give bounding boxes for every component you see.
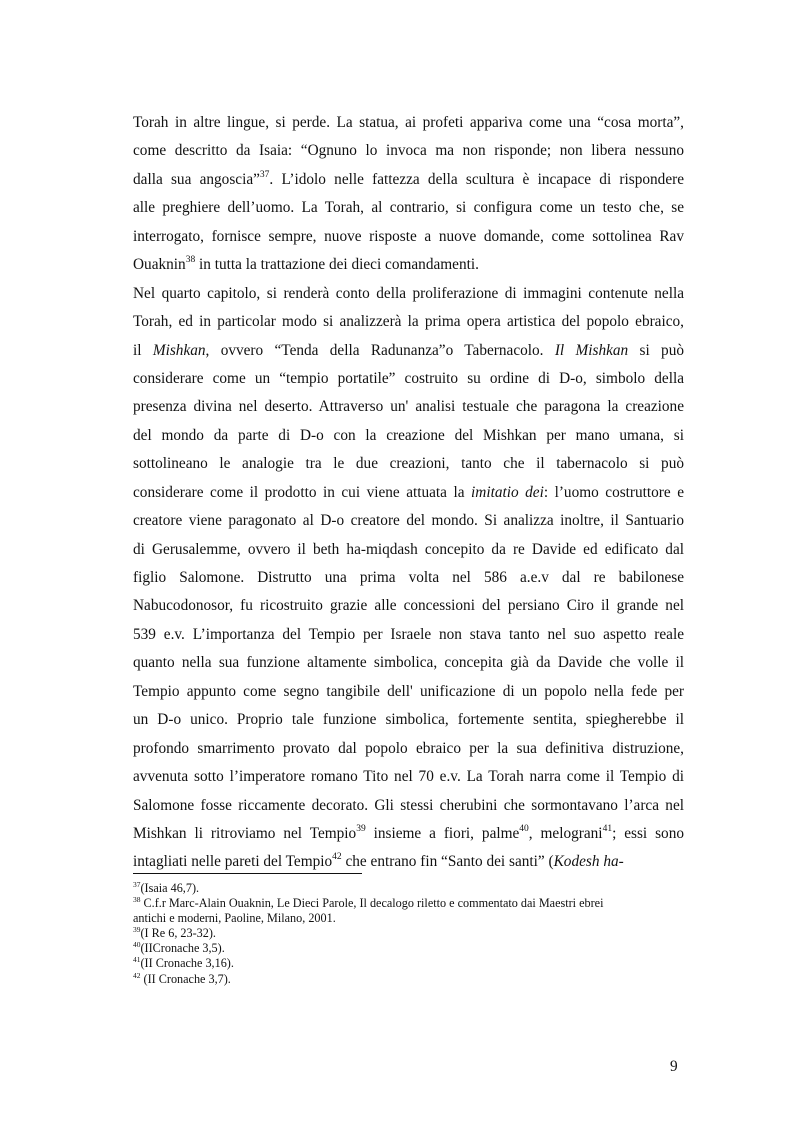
body-text (133, 109, 684, 877)
footnote-number: 38 (133, 895, 141, 905)
footnote-number: 42 (133, 970, 141, 980)
text-line: profondo smarrimento provato dal popolo ebraico per la sua definitiva distruzione, (133, 739, 684, 757)
text-line: Salomone fosse riccamente decorato. Gli stessi cherubini che sormontavano l’arca nel (133, 796, 684, 814)
text-line: Torah in altre lingue, si perde. La statua, ai profeti appariva come una “cosa morta”, (133, 114, 684, 131)
text-line: il Mishkan, ovvero “Tenda della Radunanza”o Tabernacolo. Il Mishkan si può (133, 341, 685, 359)
text-line: considerare come un “tempio portatile” costruito su ordine di D-o, simbolo della (133, 369, 684, 387)
footnote: $^{40}$(IICronache 3,5). (133, 940, 225, 956)
footnote-reference: 38 (185, 255, 196, 266)
italic-text: Kodesh ha- (553, 853, 624, 871)
footnote: $^{38}$ C.f.r Marc-Alain Ouaknin, Le Dieci Parole, Il decalogo riletto e commentato dai Maestri ebrei (133, 895, 604, 911)
text-line: figlio Salomone. Distrutto una prima volta nel 586 a.e.v dal re babilonese (133, 569, 684, 586)
text-line: Nabucodonosor, fu ricostruito grazie alle concessioni del persiano Ciro il grande nel (133, 597, 684, 615)
footnotes (133, 881, 693, 987)
footnote-number: 40 (133, 940, 141, 950)
footnote-number: 39 (133, 925, 141, 935)
text-line: sottolineano le analogie tra le due creazioni, tanto che il tabernacolo si può (133, 455, 684, 473)
footnote-number: 41 (133, 955, 141, 965)
footnote: $^{39}$(I Re 6, 23-32). (133, 925, 216, 941)
text-line: creatore viene paragonato al D-o creatore del mondo. Si analizza inoltre, il Santuario (133, 512, 684, 530)
text-line: quanto nella sua funzione altamente simbolica, concepita già da Davide che volle il (133, 654, 684, 672)
footnote-reference: 42 (332, 852, 342, 863)
footnote: $^{42}$ (II Cronache 3,7). (133, 970, 231, 986)
text-line: Torah, ed in particolar modo si analizzerà la prima opera artistica del popolo ebraico, (133, 313, 684, 331)
italic-text: imitatio dei (471, 483, 544, 501)
footnote: $^{41}$(II Cronache 3,16). (133, 955, 234, 971)
footnote-reference: 40 (519, 823, 529, 834)
italic-text: Il Mishkan (554, 341, 629, 359)
footnote-number: 37 (133, 879, 141, 889)
text-line: Tempio appunto come segno tangibile dell' unificazione di un popolo nella fede per (133, 682, 684, 700)
text-line: alle preghiere dell’uomo. La Torah, al contrario, si configura come un testo che, se (133, 199, 684, 217)
page-number: 9 (670, 1058, 678, 1075)
italic-text: Mishkan (152, 341, 206, 359)
text-line: come descritto da Isaia: “Ognuno lo invoca ma non risponde; non libera nessuno (133, 142, 684, 160)
text-line: interrogato, fornisce sempre, nuove risposte a nuove domande, come sottolinea Rav (133, 227, 684, 245)
text-line: un D-o unico. Proprio tale funzione simbolica, fortemente sentita, spiegherebbe il (133, 711, 684, 729)
footnote-reference: 41 (602, 823, 613, 834)
text-line: dalla sua angoscia”$^{37}$. L’idolo nelle fattezza della scultura è incapace di rispondere (133, 169, 684, 188)
text-line: Mishkan li ritroviamo nel Tempio$^{39}$ insieme a fiori, palme$^{40}$, melograni$^{41}$; essi sono (133, 823, 684, 842)
text-line: considerare come il prodotto in cui viene attuata la imitatio dei: l’uomo costruttore e (133, 483, 684, 501)
footnote: antichi e moderni, Paoline, Milano, 2001. (133, 911, 336, 926)
footnote: $^{37}$(Isaia 46,7). (133, 879, 200, 895)
text-line: avvenuta sotto l’imperatore romano Tito nel 70 e.v. La Torah narra come il Tempio di (133, 768, 684, 786)
text-line: Nel quarto capitolo, si renderà conto della proliferazione di immagini contenute nella (133, 284, 684, 302)
text-line: intagliati nelle pareti del Tempio$^{42}$ che entrano fin “Santo dei santi” (Kodesh ha- (133, 852, 624, 871)
text-line: di Gerusalemme, ovvero il beth ha-miqdash concepito da re Davide ed edificato dal (133, 540, 684, 558)
text-line: del mondo da parte di D-o con la creazione del Mishkan per mano umana, si (133, 426, 684, 444)
text-line: 539 e.v. L’importanza del Tempio per Israele non stava tanto nel suo aspetto reale (133, 625, 684, 643)
text-line: presenza divina nel deserto. Attraverso un' analisi testuale che paragona la creazione (133, 398, 684, 416)
footnote-reference: 39 (356, 823, 366, 834)
text-line: Ouaknin$^{38}$ in tutta la trattazione dei dieci comandamenti. (133, 255, 479, 274)
footnote-reference: 37 (259, 169, 270, 180)
footnote-separator (133, 873, 362, 874)
